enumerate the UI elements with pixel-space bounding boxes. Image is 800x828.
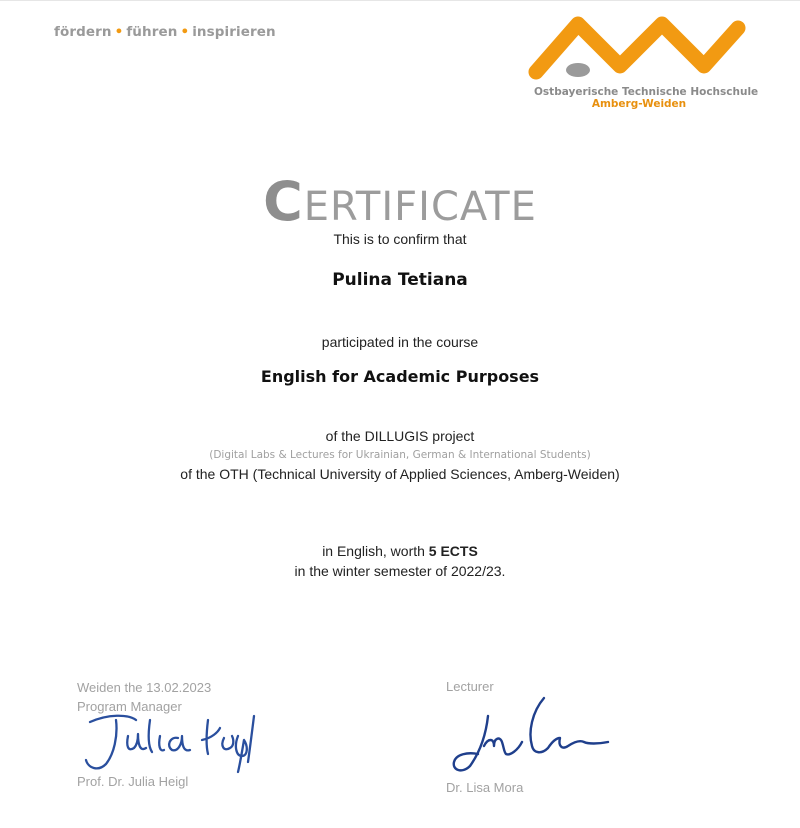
project-subtitle: (Digital Labs & Lectures for Ukrainian, German & International Students): [209, 449, 591, 461]
tagline-word-2: führen: [126, 24, 178, 40]
lecturer-signature: [448, 694, 618, 778]
credits-text: [0, 543, 800, 559]
tagline-word-1: fördern: [54, 24, 112, 40]
title-initial: C: [263, 170, 304, 233]
semester-text: in the winter semester of 2022/23.: [294, 563, 506, 579]
bullet-dot-icon: •: [180, 24, 190, 40]
course-title: English for Academic Purposes: [260, 367, 540, 386]
language-text: in English, worth: [322, 543, 429, 559]
recipient-name: Pulina Tetiana: [332, 270, 468, 290]
university-text: of the OTH (Technical University of Applied Sciences, Amberg-Weiden): [180, 466, 620, 482]
oth-logo-mark-icon: [528, 14, 750, 84]
tagline: [54, 24, 276, 40]
lecturer-name: Dr. Lisa Mora: [446, 780, 524, 795]
issue-date: Weiden the 13.02.2023: [77, 680, 212, 695]
top-border: [0, 0, 800, 1]
lecturer-label: Lecturer: [446, 679, 494, 694]
participated-text: participated in the course: [321, 334, 479, 350]
title-rest: ERTIFICATE: [303, 184, 537, 230]
ects-value: 5 ECTS: [428, 543, 478, 559]
tagline-word-3: inspirieren: [192, 24, 276, 40]
bullet-dot-icon: •: [114, 24, 124, 40]
program-manager-signature: [78, 706, 268, 776]
university-logo: [528, 14, 759, 114]
program-manager-name: Prof. Dr. Julia Heigl: [77, 774, 189, 789]
logo-line-1: Ostbayerische Technische Hochschule: [534, 86, 759, 98]
program-manager-label: Program Manager: [77, 699, 182, 714]
confirm-text: This is to confirm that: [333, 231, 467, 247]
certificate-title: [0, 170, 800, 233]
project-text: of the DILLUGIS project: [325, 428, 475, 444]
logo-line-2: Amberg-Weiden: [591, 98, 687, 110]
